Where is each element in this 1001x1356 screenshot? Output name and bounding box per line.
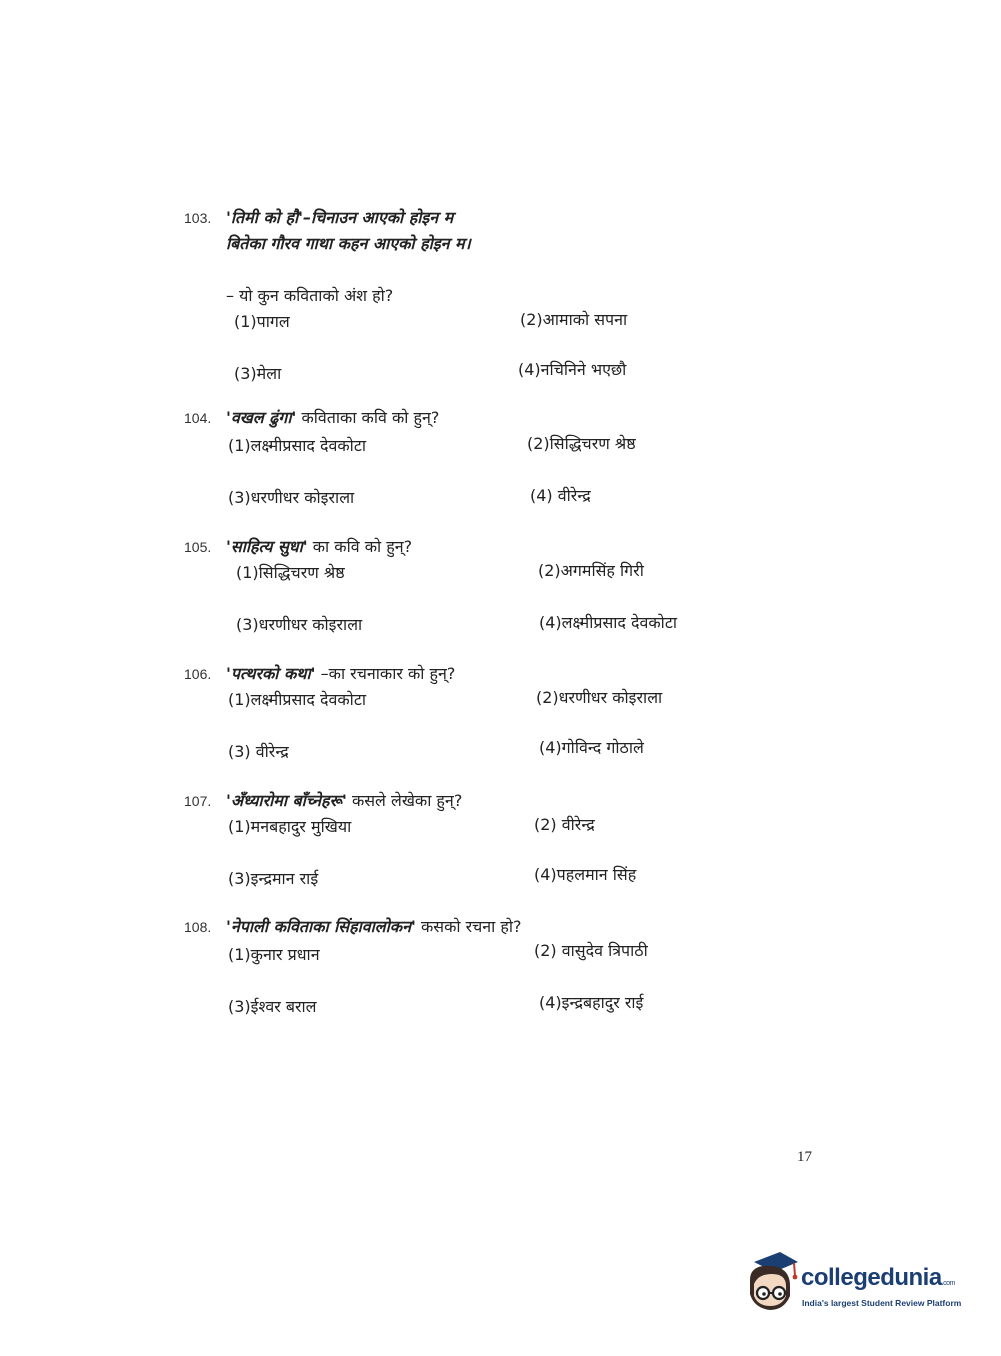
- option-3: (3) वीरेन्द्र: [228, 742, 289, 761]
- option-4: (4)लक्ष्मीप्रसाद देवकोटा: [539, 613, 678, 632]
- option-2: (2)सिद्धिचरण श्रेष्ठ: [527, 434, 636, 453]
- option-3: (3)इन्द्रमान राई: [228, 869, 319, 888]
- option-4: (4)इन्द्रबहादुर राई: [539, 993, 644, 1012]
- question-number: 107.: [184, 793, 212, 809]
- logo-tagline: India's largest Student Review Platform: [802, 1298, 962, 1308]
- option-3: (3)ईश्वर बराल: [228, 997, 317, 1016]
- question-number: 106.: [184, 666, 212, 682]
- question-text: 'वखल ढुंगा' कविताका कवि को हुन्?: [226, 408, 440, 427]
- question-number: 104.: [184, 410, 212, 426]
- option-1: (1)लक्ष्मीप्रसाद देवकोटा: [228, 436, 367, 455]
- question-text: 'अँध्यारोमा बाँच्नेहरू' कसले लेखेका हुन्?: [226, 791, 463, 810]
- option-1: (1)लक्ष्मीप्रसाद देवकोटा: [228, 690, 367, 709]
- option-2: (2)धरणीधर कोइराला: [536, 688, 663, 707]
- question-text: 'पत्थरको कथा' –का रचनाकार को हुन्?: [226, 664, 456, 683]
- option-2: (2) वीरेन्द्र: [534, 815, 595, 834]
- question-line-2: बितेका गौरव गाथा कहन आएको होइन म।: [226, 234, 471, 253]
- question-line-1: 'तिमी को हौ'–चिनाउन आएको होइन म: [226, 208, 454, 227]
- option-3: (3)धरणीधर कोइराला: [228, 488, 355, 507]
- logo-wordmark: collegedunia.com: [801, 1264, 955, 1291]
- option-1: (1)मनबहादुर मुखिया: [228, 817, 352, 836]
- option-2: (2)अगमसिंह गिरी: [538, 561, 644, 580]
- collegedunia-logo[interactable]: [744, 1250, 974, 1320]
- option-3: (3)धरणीधर कोइराला: [236, 615, 363, 634]
- option-4: (4)पहलमान सिंह: [534, 865, 637, 884]
- option-2: (2)आमाको सपना: [520, 310, 628, 329]
- option-2: (2) वासुदेव त्रिपाठी: [534, 941, 648, 960]
- option-1: (1)सिद्धिचरण श्रेष्ठ: [236, 563, 345, 582]
- mascot-icon: [744, 1250, 800, 1316]
- question-text: 'नेपाली कविताका सिंहावालोकन' कसको रचना हो?: [226, 917, 522, 936]
- option-3: (3)मेला: [234, 364, 282, 383]
- question-number: 105.: [184, 539, 212, 555]
- question-number: 103.: [184, 210, 212, 226]
- question-subtext: – यो कुन कविताको अंश हो?: [226, 286, 394, 305]
- question-number: 108.: [184, 919, 212, 935]
- question-text: 'साहित्य सुधा' का कवि को हुन्?: [226, 537, 413, 556]
- option-1: (1)कुनार प्रधान: [228, 945, 320, 964]
- option-4: (4) वीरेन्द्र: [530, 486, 591, 505]
- option-4: (4)नचिनिने भएछौ: [518, 360, 627, 379]
- page-number: 17: [797, 1149, 812, 1165]
- option-1: (1)पागल: [234, 312, 290, 331]
- option-4: (4)गोविन्द गोठाले: [539, 738, 644, 757]
